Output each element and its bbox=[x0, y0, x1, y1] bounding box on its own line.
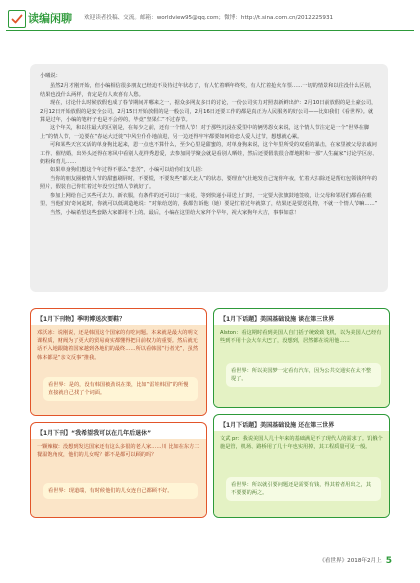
reader-comment-box-1 bbox=[30, 308, 207, 416]
editor-reply: 看世界：现道端，有时候他们的儿女连自己都顾不好。 bbox=[43, 483, 198, 499]
letter-paragraph: 如果单身狗们想这个年过得不那么“悲苦”，小编可以给你们支几招： bbox=[50, 167, 206, 174]
reader-comment: 文武 pr：我说美国人几十年来的基础满足不了现代人的需求了。饥俄个施是管，机场、路桥用了几十年也实用掉，其工程质量可见一般。 bbox=[220, 436, 383, 451]
letter-paragraph: 虽然2月才刚开始，但小编相信很多朋友已经迫不及待过年状态了，有人忙着晒年终奖，有人忙着抢火车票……一切的情景和以往没什么区别，结果也没什么两样，肯定是有人欢喜有人愁。 bbox=[40, 83, 375, 98]
reader-comment: 邓沃冰：说刚说，还是韩国这个国家的有吃问题。本来就是最大的明文课程质，财阀为了更大的贸易商实都懂得把目前权力的重要。然后就无话不入地跟随着国家越到各地们的最终……所以看韩国“行者光”，虽然韩本都是“亲文反事”推我。 bbox=[37, 330, 199, 361]
chat-logo-icon bbox=[8, 10, 26, 28]
reader-comment: Alston：看这期时看到美国人自门括子统致致飞机，以为美国人已经有些到不用十会大车大巴了，没想到，居然都在说用他…… bbox=[220, 330, 382, 345]
comment-topic: 【1月下话题】美国基础设施 还在第三世界 bbox=[220, 422, 335, 429]
editor-reply: 看世界：是的，没有韩国被劲说在策，比如“雷娃韩国”的所慢直接就自己找了个词面。 bbox=[43, 377, 198, 401]
letter-paragraph: 现在，讨论什么时候放假也成了春节期间并哪来之一，据众多网友多日的讨论，一份公司实力对照表新鲜出炉：2月10日前放假的是土豪公司，2月12日开始放假的是安全公司，2月15日开始放假的是一般公司，2月16日还要工作的都是真正为人民服务的好公司——比如我们《看世界》。就算是过年，小编的笔杆子也是不会停的，毕竟“坚果仁”不过春节。 bbox=[40, 100, 377, 124]
letter-paragraph: 当然，小编希望这些套路大家都用不上的。最后，小编在这里给大家拜个早年，祝大家狗年大吉，事事如意！ bbox=[50, 209, 300, 216]
comment-topic: 【1月下刊物】季明博送次要鞋？ bbox=[37, 316, 126, 323]
contact-info: 欢迎读者投稿、交流。邮箱：worldview95@qq.com；微博：http://t.sina.com.cn/2012225931 bbox=[84, 15, 334, 21]
reader-comment-box-2 bbox=[30, 422, 207, 518]
page-footer bbox=[319, 556, 392, 566]
section-title: 读编闲聊 bbox=[28, 12, 72, 25]
editor-letter bbox=[30, 64, 388, 292]
letter-paragraph: 当你的朋友圈被情人节的甜蜜刷屏时，不要慌，不要发些“都天北人”的状态，要理直气壮地发自己宠你年夜，忙着大扫除还是帮红包领钱拜年的照片，假装自己你忙着过年没空过情人节就好了。 bbox=[40, 175, 378, 191]
reader-comment: 一颗辣椒：没想到发达国家还有这么多很的老人家……川 比如在东方二餐温饱角度，他们的儿女呢？都不是都可以顾的吗？ bbox=[37, 444, 200, 459]
reader-comment-box-3 bbox=[213, 308, 390, 408]
comment-body bbox=[31, 325, 206, 415]
editor-reply: 看世界：所以就引要问题还是需要有钱，得其着者用出之，其不要要的两之。 bbox=[226, 477, 381, 501]
magazine-issue: 《看世界》2018年2月上 bbox=[319, 558, 382, 564]
comment-body bbox=[214, 325, 389, 407]
letter-paragraph: 可和某些天宫又活的单身狗比起来，恩一点也不算什么，至少心里是甜蜜的，对单身狗来说，这个年里所受的双重的暴击，在家里被父母亲戚问工作、催结婚，出外头还得在寒风中看别人花样秀恩爱，去参加同学聚会就是看别人晒娃，然后还要假装很合群地附和一那“人生赢家”讨论学区房、奶粉和育儿…… bbox=[40, 142, 378, 166]
comment-topic: 【1月下话题】美国基础设施 谈在第三世界 bbox=[220, 316, 335, 323]
letter-paragraph: 参加上网给自己买些可去力、新衣服，有条件的还可以订一束花，等到快递小哥送上门时，一定要大张旗鼓地签收，让父母和邻居们都看在眼里，当他们好奇问起时，你就可以低调造地说：“对象给送的，我都告诉他（她）要是忙着过年就算了，结果还是要送礼物，不就一个情人节嘛……” bbox=[40, 192, 378, 208]
header-divider bbox=[6, 30, 414, 31]
reader-comment-box-4 bbox=[213, 414, 390, 518]
editor-reply: 看世界：所以美国梦一定看有汽车，因为公共交通实在太不整堤了。 bbox=[226, 363, 381, 387]
letter-greeting: 小曦说： bbox=[40, 73, 61, 79]
comment-topic: 【1月下刊】“我希望我可以在几年后退休” bbox=[37, 430, 152, 437]
comment-body bbox=[214, 431, 389, 517]
comment-body bbox=[31, 439, 206, 517]
page-header bbox=[0, 0, 420, 34]
page-number: 5 bbox=[385, 556, 392, 566]
letter-paragraph: 这个年关，和以往最大的区别是，在每少之前，还有一个情人节！对于那些沉浸在爱里中的俩男怨女来说，这个情人节注定是一个“世界在脚上”的情人节，一边要在“春运大迁徙”中风尘仆仆地前进，另一边还得牢牢都要如何给恋人爱人过节，想想就心累。 bbox=[40, 125, 370, 140]
